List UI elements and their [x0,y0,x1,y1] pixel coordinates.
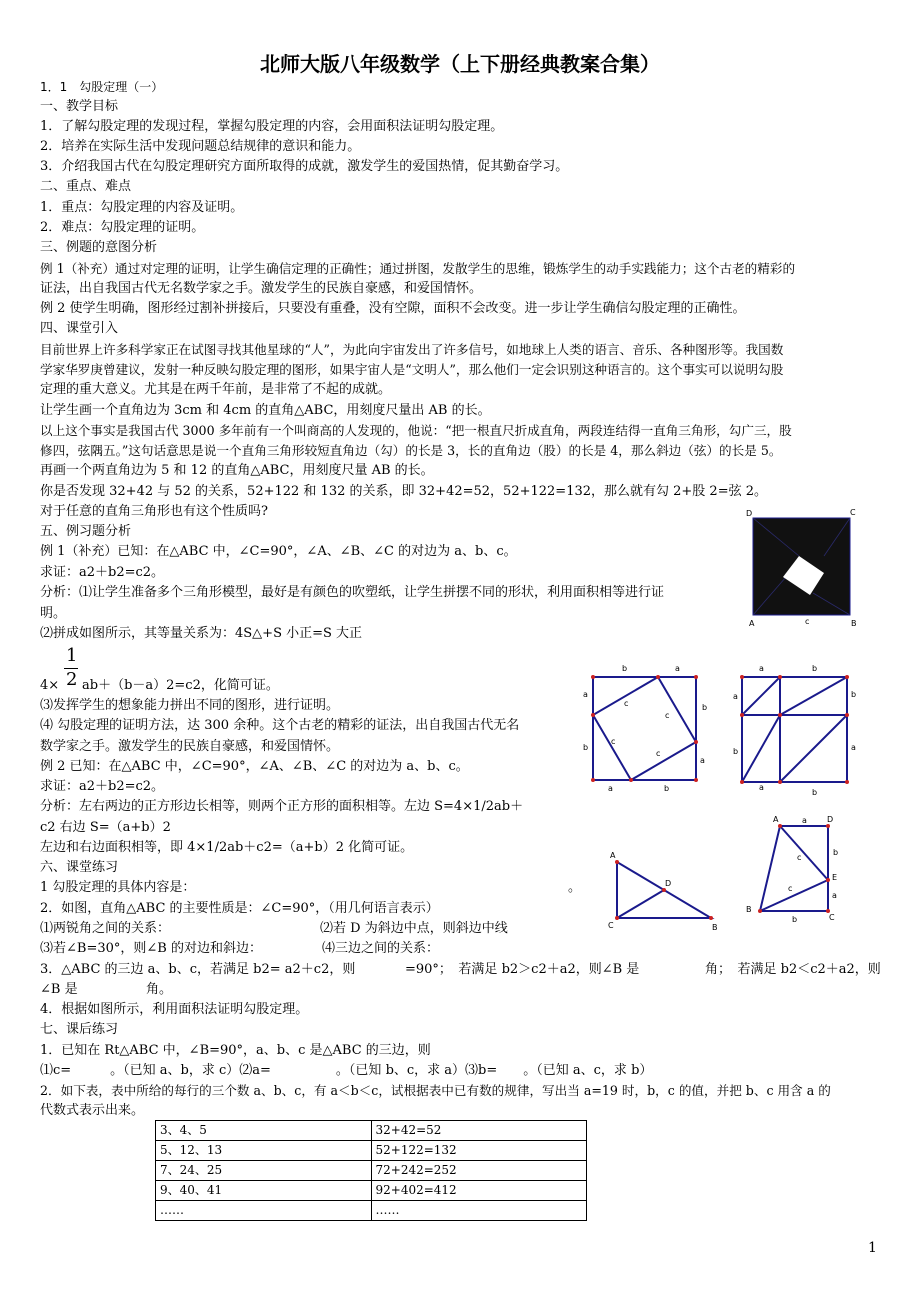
fig-label: D [746,509,753,518]
text-line: ⑵拼成如图所示，其等量关系为：4S△+S 小正=S 大正 [40,626,363,641]
fig-label: D [827,815,834,824]
text-line: ⑴c= 。（已知 a、b，求 c）⑵a= 。（已知 b、c，求 a）⑶b= 。（已知 a、c，求 b） [40,1063,653,1078]
text-line: 例 1（补充）通过对定理的证明，让学生确信定理的正确性；通过拼图，发散学生的思维，锻炼学生的动手实践能力；这个古老的精彩的 [40,261,796,276]
text-line: 3．△ABC 的三边 a、b、c，若满足 b2= a2＋c2，则 [40,962,356,977]
text-line: ab＋（b－a）2=c2，化简可证。 [82,678,279,693]
text-line: 证法，出自我国古代无名数学家之手。激发学生的民族自豪感，和爱国情怀。 [40,281,483,296]
text-line: ⑶发挥学生的想象能力拼出不同的图形，进行证明。 [40,698,340,713]
text-line: 2．难点：勾股定理的证明。 [40,220,205,235]
text-line: 定理的重大意义。尤其是在两千年前，是非常了不起的成就。 [40,382,392,397]
table-cell: …… [156,1201,372,1221]
table-row [156,1161,587,1181]
fig-label: b [812,664,818,673]
text-line: 对于任意的直角三角形也有这个性质吗? [40,504,268,519]
fig-label: a [583,690,588,699]
heading: 五、例习题分析 [40,524,132,539]
text-line: 让学生画一个直角边为 3cm 和 4cm 的直角△ABC，用刻度尺量出 AB 的长。 [40,403,491,418]
fig-label: b [622,664,628,673]
fig-label: A [749,619,755,628]
text-line: ⑴两锐角之间的关系： [40,921,171,936]
text-line: 角； 若满足 b2＜c2＋a2，则 [705,962,881,977]
text-line: 代数式表示出来。 [40,1103,145,1118]
table-row [156,1141,587,1161]
fig-label: c [656,749,661,758]
text-line: c2 右边 S=（a+b）2 [40,820,171,835]
table-cell: 32+42=52 [371,1121,587,1141]
text-line: 1．了解勾股定理的发现过程，掌握勾股定理的内容，会用面积法证明勾股定理。 [40,119,504,134]
text-line: 以上这个事实是我国古代 3000 多年前有一个叫商高的人发现的，他说：“把一根直尺折成直角，两段连结得一直角三角形，勾广三，股 [40,423,792,438]
table-cell: 5、12、13 [156,1141,372,1161]
fig-label: a [675,664,680,673]
figure-tilted-square [576,660,716,800]
fig-label: c [797,853,802,862]
fig-label: a [608,784,613,793]
fig-label: B [851,619,857,628]
fig-label: B [712,923,718,932]
text-line: 求证：a2＋b2=c2。 [40,565,165,580]
fig-label: b [812,788,818,797]
table-cell: 72+242=252 [371,1161,587,1181]
table-cell: 9、40、41 [156,1181,372,1201]
text-line: 分析：左右两边的正方形边长相等，则两个正方形的面积相等。左边 S=4×1/2ab＋ [40,799,524,814]
fig-label: B [746,905,752,914]
fig-label: a [759,664,764,673]
fig-label: b [664,784,670,793]
text-line: 例 1（补充）已知：在△ABC 中，∠C=90°，∠A、∠B、∠C 的对边为 a、b、c。 [40,544,517,559]
heading: 三、例题的意图分析 [40,240,158,255]
text-line: 求证：a2＋b2=c2。 [40,779,165,794]
fig-label: D [665,879,672,888]
table-row [156,1121,587,1141]
text-line: 例 2 使学生明确，图形经过割补拼接后，只要没有重叠，没有空隙，面积不会改变。进一步让学生确信勾股定理的正确性。 [40,301,746,316]
table-cell: …… [371,1201,587,1221]
text-line: 明。 [40,606,67,621]
table-row [156,1201,587,1221]
fig-label: b [792,915,798,924]
fig-label: a [700,756,705,765]
text-line: 数学家之手。激发学生的民族自豪感，和爱国情怀。 [40,739,340,754]
fig-label: a [759,783,764,792]
text-line: 4．根据如图所示，利用面积法证明勾股定理。 [40,1002,309,1017]
fig-label: c [788,884,793,893]
text-line: 再画一个两直角边为 5 和 12 的直角△ABC，用刻度尺量 AB 的长。 [40,463,434,478]
table-cell: 7、24、25 [156,1161,372,1181]
figure-right-triangle [605,848,725,934]
text-line: 4× [40,678,60,693]
blank-period: 。 [568,880,582,895]
fig-label: b [583,743,589,752]
fig-label: E [832,873,838,882]
fig-label: a [733,692,738,701]
fig-label: C [608,921,614,930]
table-row [156,1181,587,1201]
table-cell: 92+402=412 [371,1181,587,1201]
fraction-denominator: 2 [66,669,78,690]
fig-label: c [665,711,670,720]
figure-trapezoid [740,812,850,927]
text-line: 1．重点：勾股定理的内容及证明。 [40,200,244,215]
fig-label: A [610,851,616,860]
fig-label: C [850,508,856,517]
fraction-numerator: 1 [66,645,78,666]
fig-label: c [611,737,616,746]
text-line: ⑶若∠B=30°，则∠B 的对边和斜边： [40,941,262,956]
figure-partitioned-square [728,660,863,800]
text-line: 目前世界上许多科学家正在试图寻找其他星球的“人”，为此向宇宙发出了许多信号，如地球上人类的语言、音乐、各种图形等。我国数 [40,342,784,357]
fig-label: b [702,703,708,712]
section-heading: 1．1 勾股定理（一） [40,80,164,94]
fig-label: c [805,617,810,626]
text-line: 2．如下表，表中所给的每行的三个数 a、b、c，有 a＜b＜c，试根据表中已有数的规律，写出当 a=19 时，b，c 的值，并把 b、c 用含 a 的 [40,1083,831,1098]
fig-label: a [832,891,837,900]
fig-label: b [733,747,739,756]
table-cell: 3、4、5 [156,1121,372,1141]
fig-label: A [773,815,779,824]
figure-black-square [738,505,863,630]
text-line: ⑷ 勾股定理的证明方法，达 300 余种。这个古老的精彩的证法，出自我国古代无名 [40,718,520,733]
page-number: 1 [868,1240,877,1256]
fig-label: a [851,743,856,752]
text-line: 1 勾股定理的具体内容是： [40,880,196,895]
text-line: 角。 [146,982,173,997]
heading: 七、课后练习 [40,1022,119,1037]
pattern-table [155,1120,587,1221]
text-line: 学家华罗庚曾建议，发射一种反映勾股定理的图形，如果宇宙人是“文明人”，那么他们一定会识别这种语言的。这个事实可以说明勾股 [40,362,784,377]
text-line: 3．介绍我国古代在勾股定理研究方面所取得的成就，激发学生的爱国热情，促其勤奋学习。 [40,159,569,174]
text-line: 修四，弦隅五。”这句话意思是说一个直角三角形较短直角边（勾）的长是 3，长的直角边（股）的长是 4，那么斜边（弦）的长是 5。 [40,443,782,458]
text-line: 分析：⑴让学生准备多个三角形模型，最好是有颜色的吹塑纸，让学生拼摆不同的形状，利用面积相等进行证 [40,585,665,600]
text-line: 2．培养在实际生活中发现问题总结规律的意识和能力。 [40,139,361,154]
table-cell: 52+122=132 [371,1141,587,1161]
text-line: ⑷三边之间的关系： [322,941,440,956]
fig-label: b [833,848,839,857]
fig-label: b [851,690,857,699]
text-line: 例 2 已知：在△ABC 中，∠C=90°，∠A、∠B、∠C 的对边为 a、b、c。 [40,759,469,774]
fig-label: a [802,816,807,825]
heading: 六、课堂练习 [40,860,119,875]
text-line: 左边和右边面积相等，即 4×1/2ab＋c2=（a+b）2 化简可证。 [40,840,414,855]
text-line: =90°； 若满足 b2＞c2＋a2，则∠B 是 [405,962,640,977]
fig-label: c [624,699,629,708]
text-line: 1．已知在 Rt△ABC 中，∠B=90°，a、b、c 是△ABC 的三边，则 [40,1043,431,1058]
fig-label: C [829,913,835,922]
text-line: ∠B 是 [40,982,78,997]
document-title: 北师大版八年级数学（上下册经典教案合集） [260,52,660,76]
heading: 四、课堂引入 [40,321,119,336]
text-line: 你是否发现 32+42 与 52 的关系，52+122 和 132 的关系，即 32+42=52，52+122=132，那么就有勾 2+股 2=弦 2。 [40,484,767,499]
heading: 一、教学目标 [40,99,119,114]
text-line: 2．如图，直角△ABC 的主要性质是：∠C=90°，（用几何语言表示） [40,901,439,916]
text-line: ⑵若 D 为斜边中点，则斜边中线 [320,921,508,936]
heading: 二、重点、难点 [40,179,132,194]
